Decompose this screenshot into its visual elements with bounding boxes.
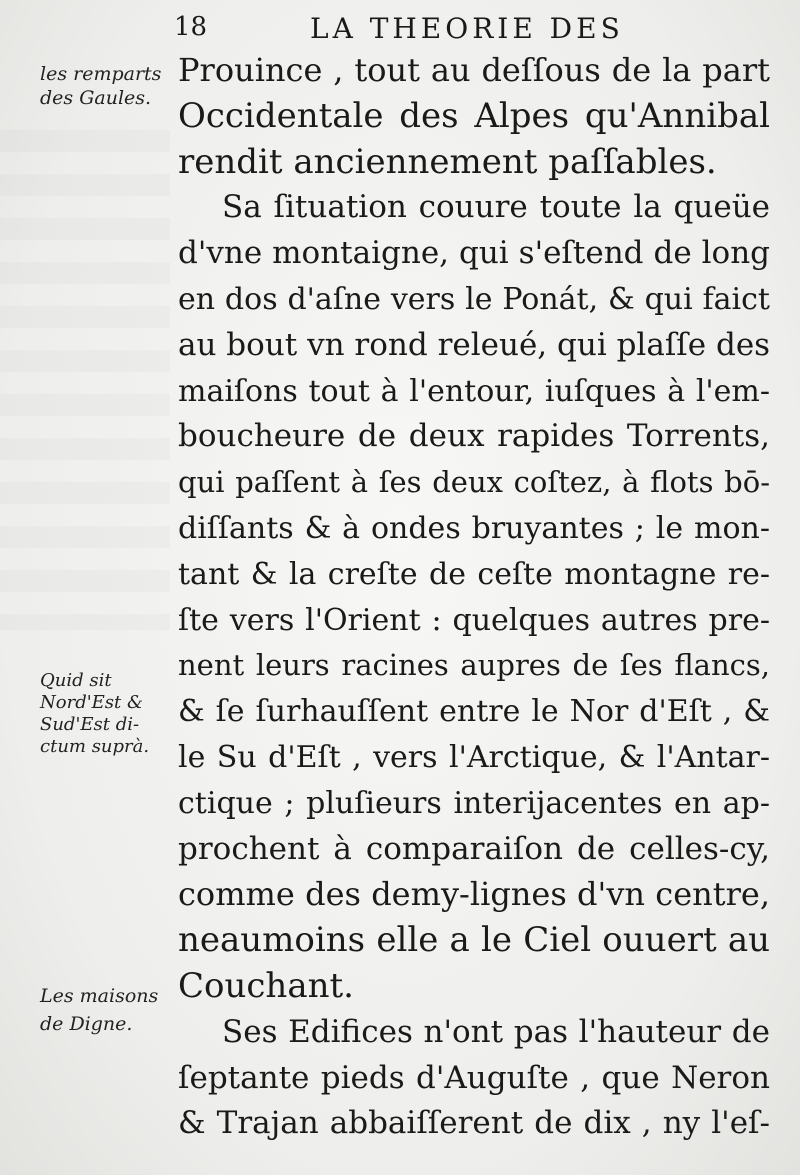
text-line: Occidentale des Alpes qu'Annibal — [178, 95, 770, 136]
text-line: & ſe ſurhauſſent entre le Nor d'Eſt , & — [178, 694, 770, 730]
margin-note-ramparts — [40, 62, 175, 110]
text-line: en dos d'aſne vers le Ponát, & qui faict — [178, 281, 770, 317]
show-through-shadow — [0, 130, 170, 630]
margin-note-line: de Digne. — [40, 1013, 133, 1035]
text-line: Ses Edifices n'ont pas l'hauteur de — [222, 1013, 770, 1050]
margin-note-line: les remparts — [40, 63, 162, 85]
body-text — [178, 48, 770, 1147]
text-line: comme des demy-lignes d'vn centre, — [178, 875, 770, 914]
running-head — [170, 6, 770, 46]
text-line: d'vne montaigne, qui s'eſtend de long — [178, 235, 770, 272]
text-line: le Su d'Eſt , vers l'Arctique, & l'Antar- — [178, 739, 770, 775]
margin-note-quid — [40, 670, 175, 758]
text-line: prochent à comparaiſon de celles-cy, — [178, 830, 770, 867]
text-line: ctique ; pluſieurs interijacentes en ap- — [178, 785, 770, 821]
text-line: qui paſſent à ſes deux coſtez, à flots bō- — [178, 465, 770, 500]
text-line: & Trajan abbaiſſerent de dix , ny l'eſ- — [178, 1105, 770, 1142]
text-line: tant & la creſte de ceſte montagne re- — [178, 556, 770, 592]
page-number: 18 — [174, 12, 208, 42]
text-line: neaumoins elle a le Ciel ouuert au — [178, 920, 770, 961]
margin-note-line: des Gaules. — [40, 87, 152, 109]
text-line: ſeptante pieds d'Auguſte , que Neron — [178, 1059, 770, 1096]
margin-note-line: Sud'Est di- — [40, 714, 140, 735]
text-line: maiſons tout à l'entour, iuſques à l'em- — [178, 373, 770, 409]
margin-note-line: Nord'Est & — [40, 692, 144, 713]
header-title: LA THEORIE DES — [310, 12, 624, 45]
text-line: Couchant. — [178, 965, 354, 1006]
margin-note-line: ctum suprà. — [40, 736, 150, 757]
text-line: Sa ſituation couure toute la queüe — [222, 189, 770, 226]
text-line: ſte vers l'Orient : quelques autres pre- — [178, 602, 770, 638]
text-line: au bout vn rond releué, qui plaſſe des — [178, 326, 771, 363]
text-line: diſſants & à ondes bruyantes ; le mon- — [178, 510, 770, 546]
margin-note-maisons — [40, 982, 175, 1038]
text-line: Prouince , tout au deſſous de la part — [178, 51, 770, 89]
text-line: nent leurs racines aupres de ſes flancs, — [178, 648, 770, 683]
margin-note-line: Quid sit — [40, 670, 112, 691]
text-line: rendit anciennement paſſables. — [178, 141, 717, 182]
margin-note-line: Les maisons — [40, 985, 159, 1007]
text-line: boucheure de deux rapides Torrents, — [178, 418, 770, 455]
